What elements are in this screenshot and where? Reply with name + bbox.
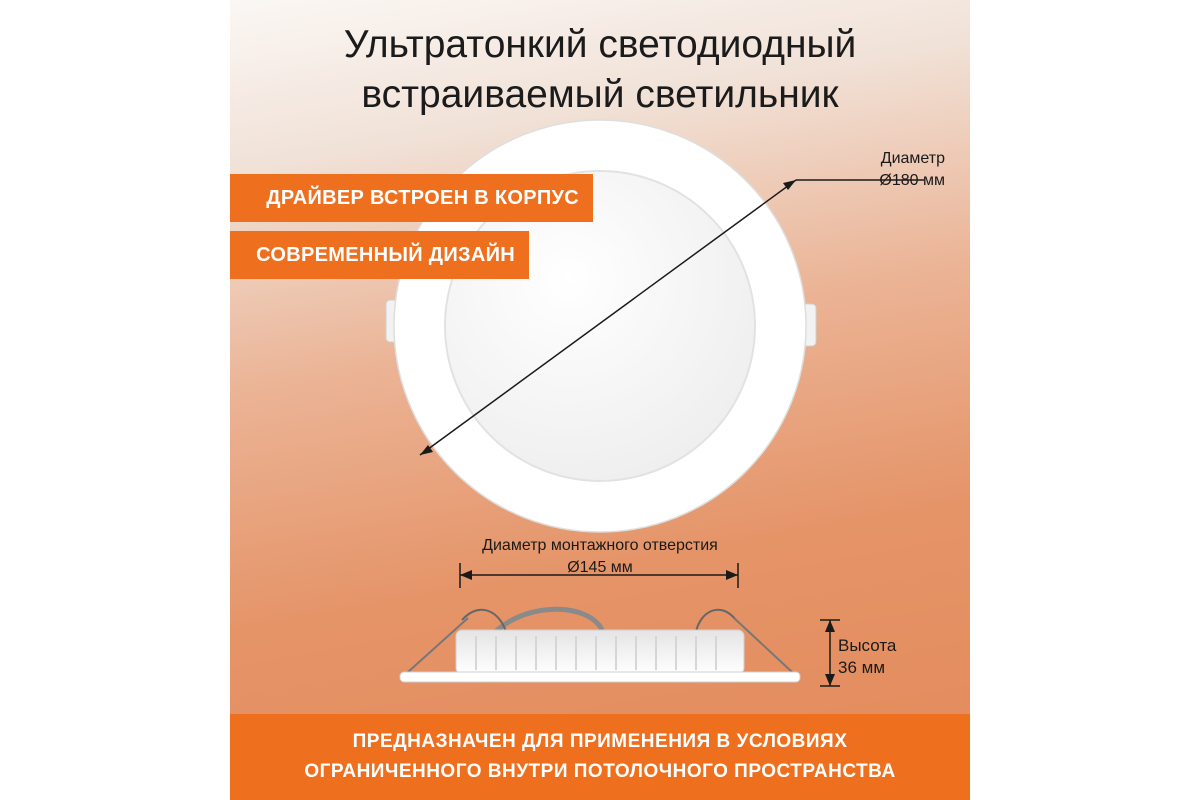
luminaire-illustration [230, 0, 970, 800]
title-line-2: встраиваемый светильник [361, 73, 839, 116]
height-arrow-bottom [825, 674, 835, 686]
right-margin [970, 0, 1200, 800]
usage-note-bar [230, 714, 970, 800]
diameter-value: Ø180 мм [879, 172, 945, 189]
feature-badge-design-label: СОВРЕМЕННЫЙ ДИЗАЙН [256, 243, 515, 266]
height-dimension [820, 620, 840, 686]
diameter-label: Диаметр [880, 150, 945, 167]
housing [456, 630, 744, 674]
usage-note-line-2: ОГРАНИЧЕННОГО ВНУТРИ ПОТОЛОЧНОГО ПРОСТРАНСТВА [304, 761, 896, 782]
wire [495, 609, 602, 632]
hole-value: Ø145 мм [567, 559, 633, 576]
height-caption [838, 635, 928, 679]
hole-label: Диаметр монтажного отверстия [482, 537, 718, 554]
feature-badge-design [230, 231, 529, 279]
height-arrow-top [825, 620, 835, 632]
front-rim [400, 672, 800, 682]
diameter-caption [815, 148, 945, 192]
product-banner [230, 0, 970, 800]
luminaire-side-view [400, 609, 800, 682]
spring-clip-right [696, 610, 736, 632]
height-label: Высота [838, 636, 897, 655]
usage-note-line-1: ПРЕДНАЗНАЧЕН ДЛЯ ПРИМЕНЕНИЯ В УСЛОВИЯХ [352, 731, 848, 752]
feature-badge-driver-label: ДРАЙВЕР ВСТРОЕН В КОРПУС [266, 186, 579, 209]
feature-badge-driver [230, 174, 593, 222]
title-line-1: Ультратонкий светодиодный [343, 23, 857, 66]
left-margin [0, 0, 230, 800]
height-value: 36 мм [838, 658, 886, 677]
hole-caption [430, 535, 770, 579]
